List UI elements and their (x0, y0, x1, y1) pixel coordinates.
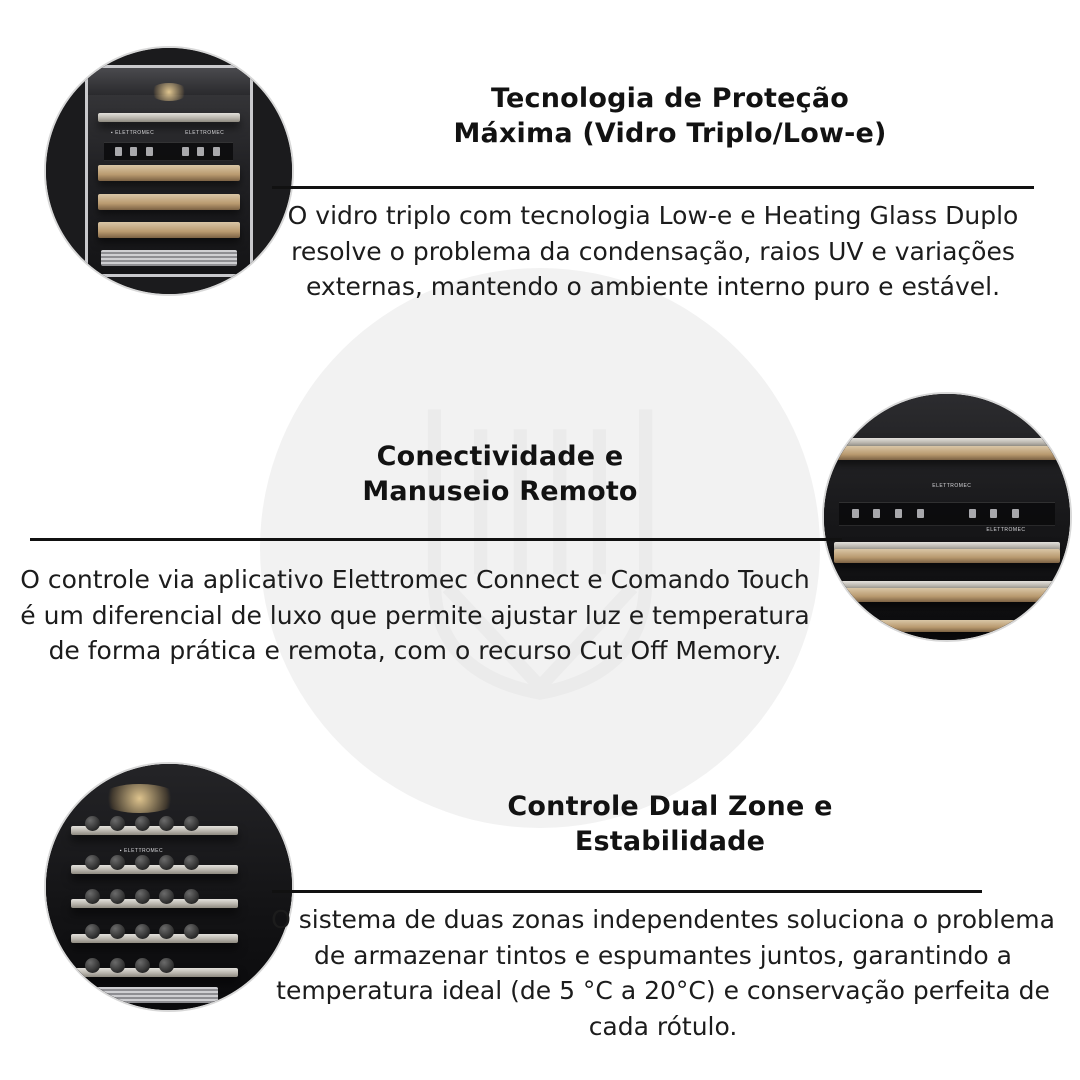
section-1-image: ▪ ELETTROMEC ELETTROMEC (44, 46, 294, 296)
section-2-heading-line1: Conectividade e (376, 441, 624, 472)
section-1-heading-line2: Máxima (Vidro Triplo/Low-e) (453, 117, 887, 149)
section-1-divider (272, 186, 1034, 189)
section-3-heading-line1: Controle Dual Zone e (507, 791, 833, 822)
section-3-image: ▪ ELETTROMEC (44, 762, 294, 1012)
section-2-body: O controle via aplicativo Elettromec Connect e Comando Touch é um diferencial de luxo que permite ajustar luz e temperatura de forma prática e remota, com o recurso Cut Off Memory. (20, 565, 810, 665)
section-2-heading (180, 440, 820, 509)
section-2-divider (30, 538, 842, 541)
section-1-body: O vidro triplo com tecnologia Low-e e Heating Glass Duplo resolve o problema da condensação, raios UV e variações externas, mantendo o ambiente interno puro e estável. (287, 201, 1019, 301)
section-1-heading-line1: Tecnologia de Proteção (490, 83, 849, 114)
section-2-heading-line2: Manuseio Remoto (362, 475, 638, 507)
section-2-image: ELETTROMEC ELETTROMEC (822, 392, 1072, 642)
section-3-body: O sistema de duas zonas independentes soluciona o problema de armazenar tintos e espumantes juntos, garantindo a temperatura ideal (de 5 °C a 20°C) e conservação perfeita de cada rótulo. (271, 905, 1055, 1041)
section-3-heading-line2: Estabilidade (574, 825, 766, 857)
section-3-heading (300, 790, 1040, 859)
section-3-divider (272, 890, 982, 893)
section-1-heading (300, 82, 1040, 151)
